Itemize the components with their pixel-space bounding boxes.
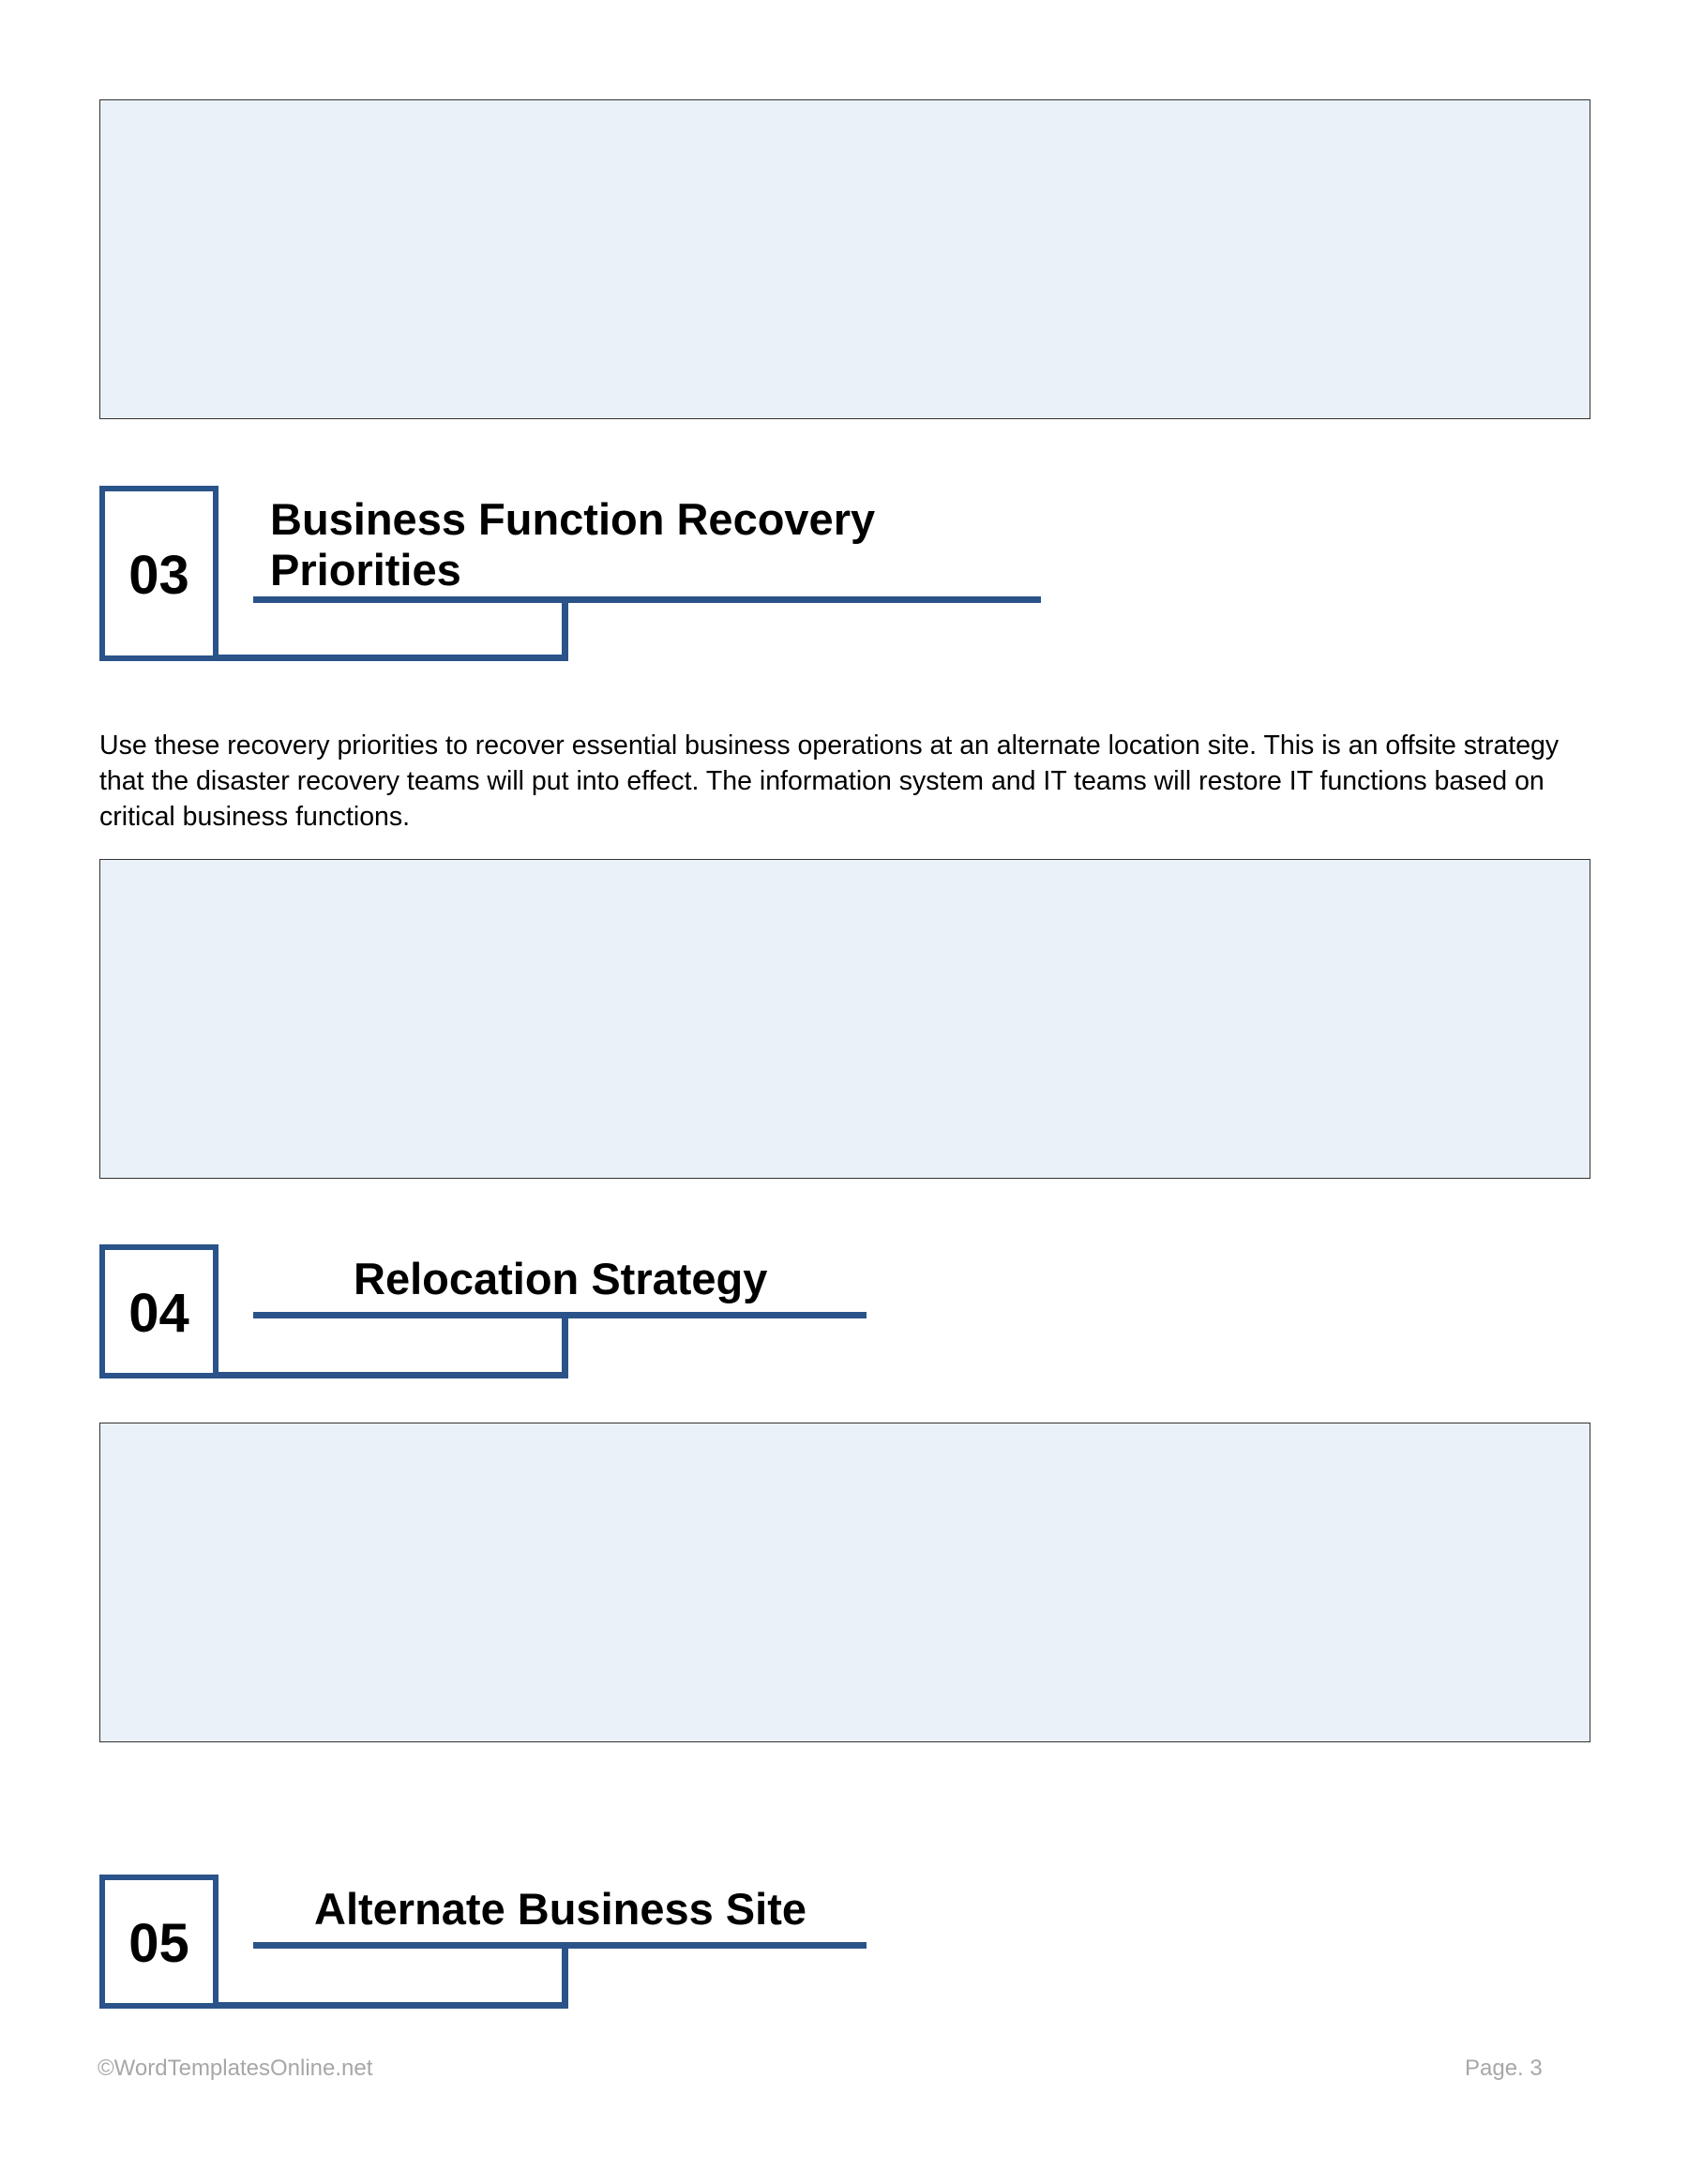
header-base-line <box>213 655 568 661</box>
header-underline <box>253 1942 867 1949</box>
body-paragraph: Use these recovery priorities to recover essential business operations at an alternate location site. This is an offsite strategy that the disaster recovery teams will put into effect. The information system and IT teams will restore IT functions based on critical business functions. <box>99 731 1560 832</box>
text-box-top[interactable] <box>99 99 1590 419</box>
section-header-03 <box>99 486 1056 664</box>
section-header-05 <box>99 1875 1056 2011</box>
footer-copyright: ©WordTemplatesOnline.net <box>98 2056 373 2081</box>
header-connector <box>562 596 568 661</box>
header-underline <box>253 596 1041 603</box>
header-base-line <box>213 1372 568 1378</box>
section-title-line-2: Priorities <box>270 545 461 595</box>
section-number: 05 <box>128 1913 189 1974</box>
text-box-priorities[interactable] <box>99 859 1590 1179</box>
section-title: Alternate Business Site <box>314 1884 807 1934</box>
section-title <box>270 494 875 595</box>
header-connector <box>562 1312 568 1378</box>
header-base-line <box>213 2002 568 2009</box>
section-header-04 <box>99 1244 1056 1380</box>
section-number: 03 <box>128 545 189 606</box>
section-title-line-1: Business Function Recovery <box>270 494 876 544</box>
text-box-relocation[interactable] <box>99 1423 1590 1742</box>
header-connector <box>562 1942 568 2009</box>
footer-page-number: Page. 3 <box>1465 2056 1543 2081</box>
header-underline <box>253 1312 867 1318</box>
section-title: Relocation Strategy <box>354 1254 768 1303</box>
section-number: 04 <box>128 1283 189 1344</box>
